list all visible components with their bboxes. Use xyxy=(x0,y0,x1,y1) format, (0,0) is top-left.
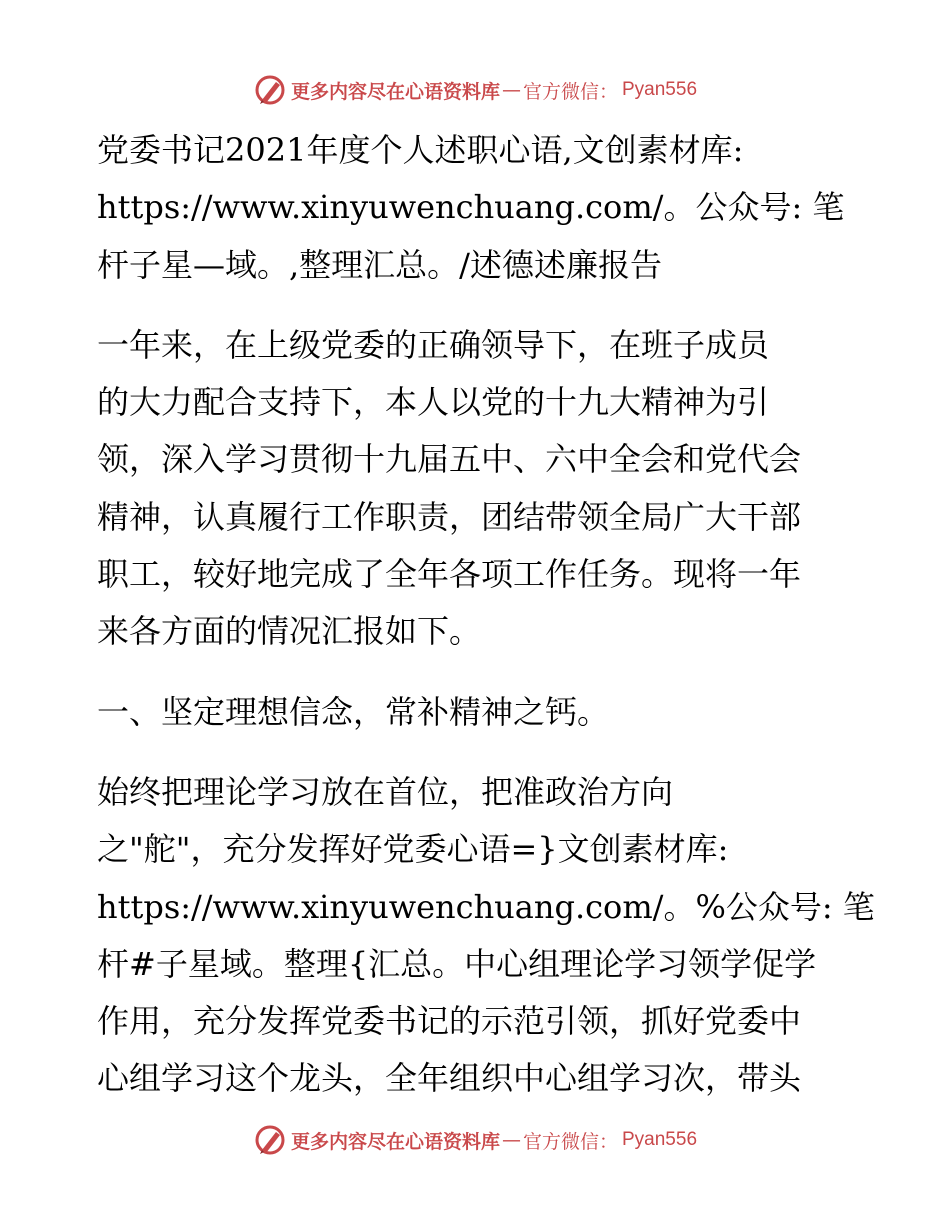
paragraph-title xyxy=(97,122,857,294)
banner-dash: — xyxy=(501,79,521,101)
paragraph-intro xyxy=(97,317,857,661)
banner-wechat-label: 官方微信： xyxy=(522,80,618,103)
text-line: 心组学习这个龙头，全年组织中心组学习次，带头 xyxy=(97,1059,802,1098)
text-line: https://www.xinyuwenchuang.com/。公众号: 笔 xyxy=(97,188,845,227)
text-line: 一、坚定理想信念，常补精神之钙。 xyxy=(97,692,610,731)
document-body xyxy=(97,122,875,1131)
banner-wechat-id: Pyan556 xyxy=(622,1129,698,1150)
banner-wechat-id: Pyan556 xyxy=(622,79,698,100)
header-banner xyxy=(0,70,950,110)
text-line: 作用，充分发挥党委书记的示范引领，抓好党委中 xyxy=(97,1002,802,1041)
banner-wechat-label: 官方微信： xyxy=(522,1130,618,1153)
banner-main-text: 更多内容尽在心语资料库 xyxy=(290,1130,500,1153)
banner-main-text: 更多内容尽在心语资料库 xyxy=(290,80,500,103)
footer-banner xyxy=(0,1120,950,1160)
text-line: 杆#子星域。整理{汇总。中心组理论学习领学促学 xyxy=(97,944,817,983)
text-line: 来各方面的情况汇报如下。 xyxy=(97,612,482,651)
text-line: 党委书记2021年度个人述职心语,文创素材库: xyxy=(97,131,744,169)
pen-logo-icon xyxy=(253,1123,287,1157)
pen-logo-icon xyxy=(253,73,287,107)
text-line: 职工，较好地完成了全年各项工作任务。现将一年 xyxy=(97,555,802,594)
text-line: 始终把理论学习放在首位，把准政治方向 xyxy=(97,772,674,811)
section-heading xyxy=(97,684,857,741)
text-line: 精神，认真履行工作职责，团结带领全局广大干部 xyxy=(97,497,802,536)
text-line: 的大力配合支持下，本人以党的十九大精神为引 xyxy=(97,383,770,422)
text-line: 之"舵"，充分发挥好党委心语=}文创素材库: xyxy=(97,830,729,869)
banner-dash: — xyxy=(501,1129,521,1151)
text-line: 杆子星—域。,整理汇总。/述德述廉报告 xyxy=(97,245,662,284)
paragraph-section-one xyxy=(97,764,875,1108)
text-line: 一年来，在上级党委的正确领导下，在班子成员 xyxy=(97,325,770,364)
text-line: 领，深入学习贯彻十九届五中、六中全会和党代会 xyxy=(97,440,802,479)
text-line: https://www.xinyuwenchuang.com/。%公众号: 笔 xyxy=(97,887,875,926)
